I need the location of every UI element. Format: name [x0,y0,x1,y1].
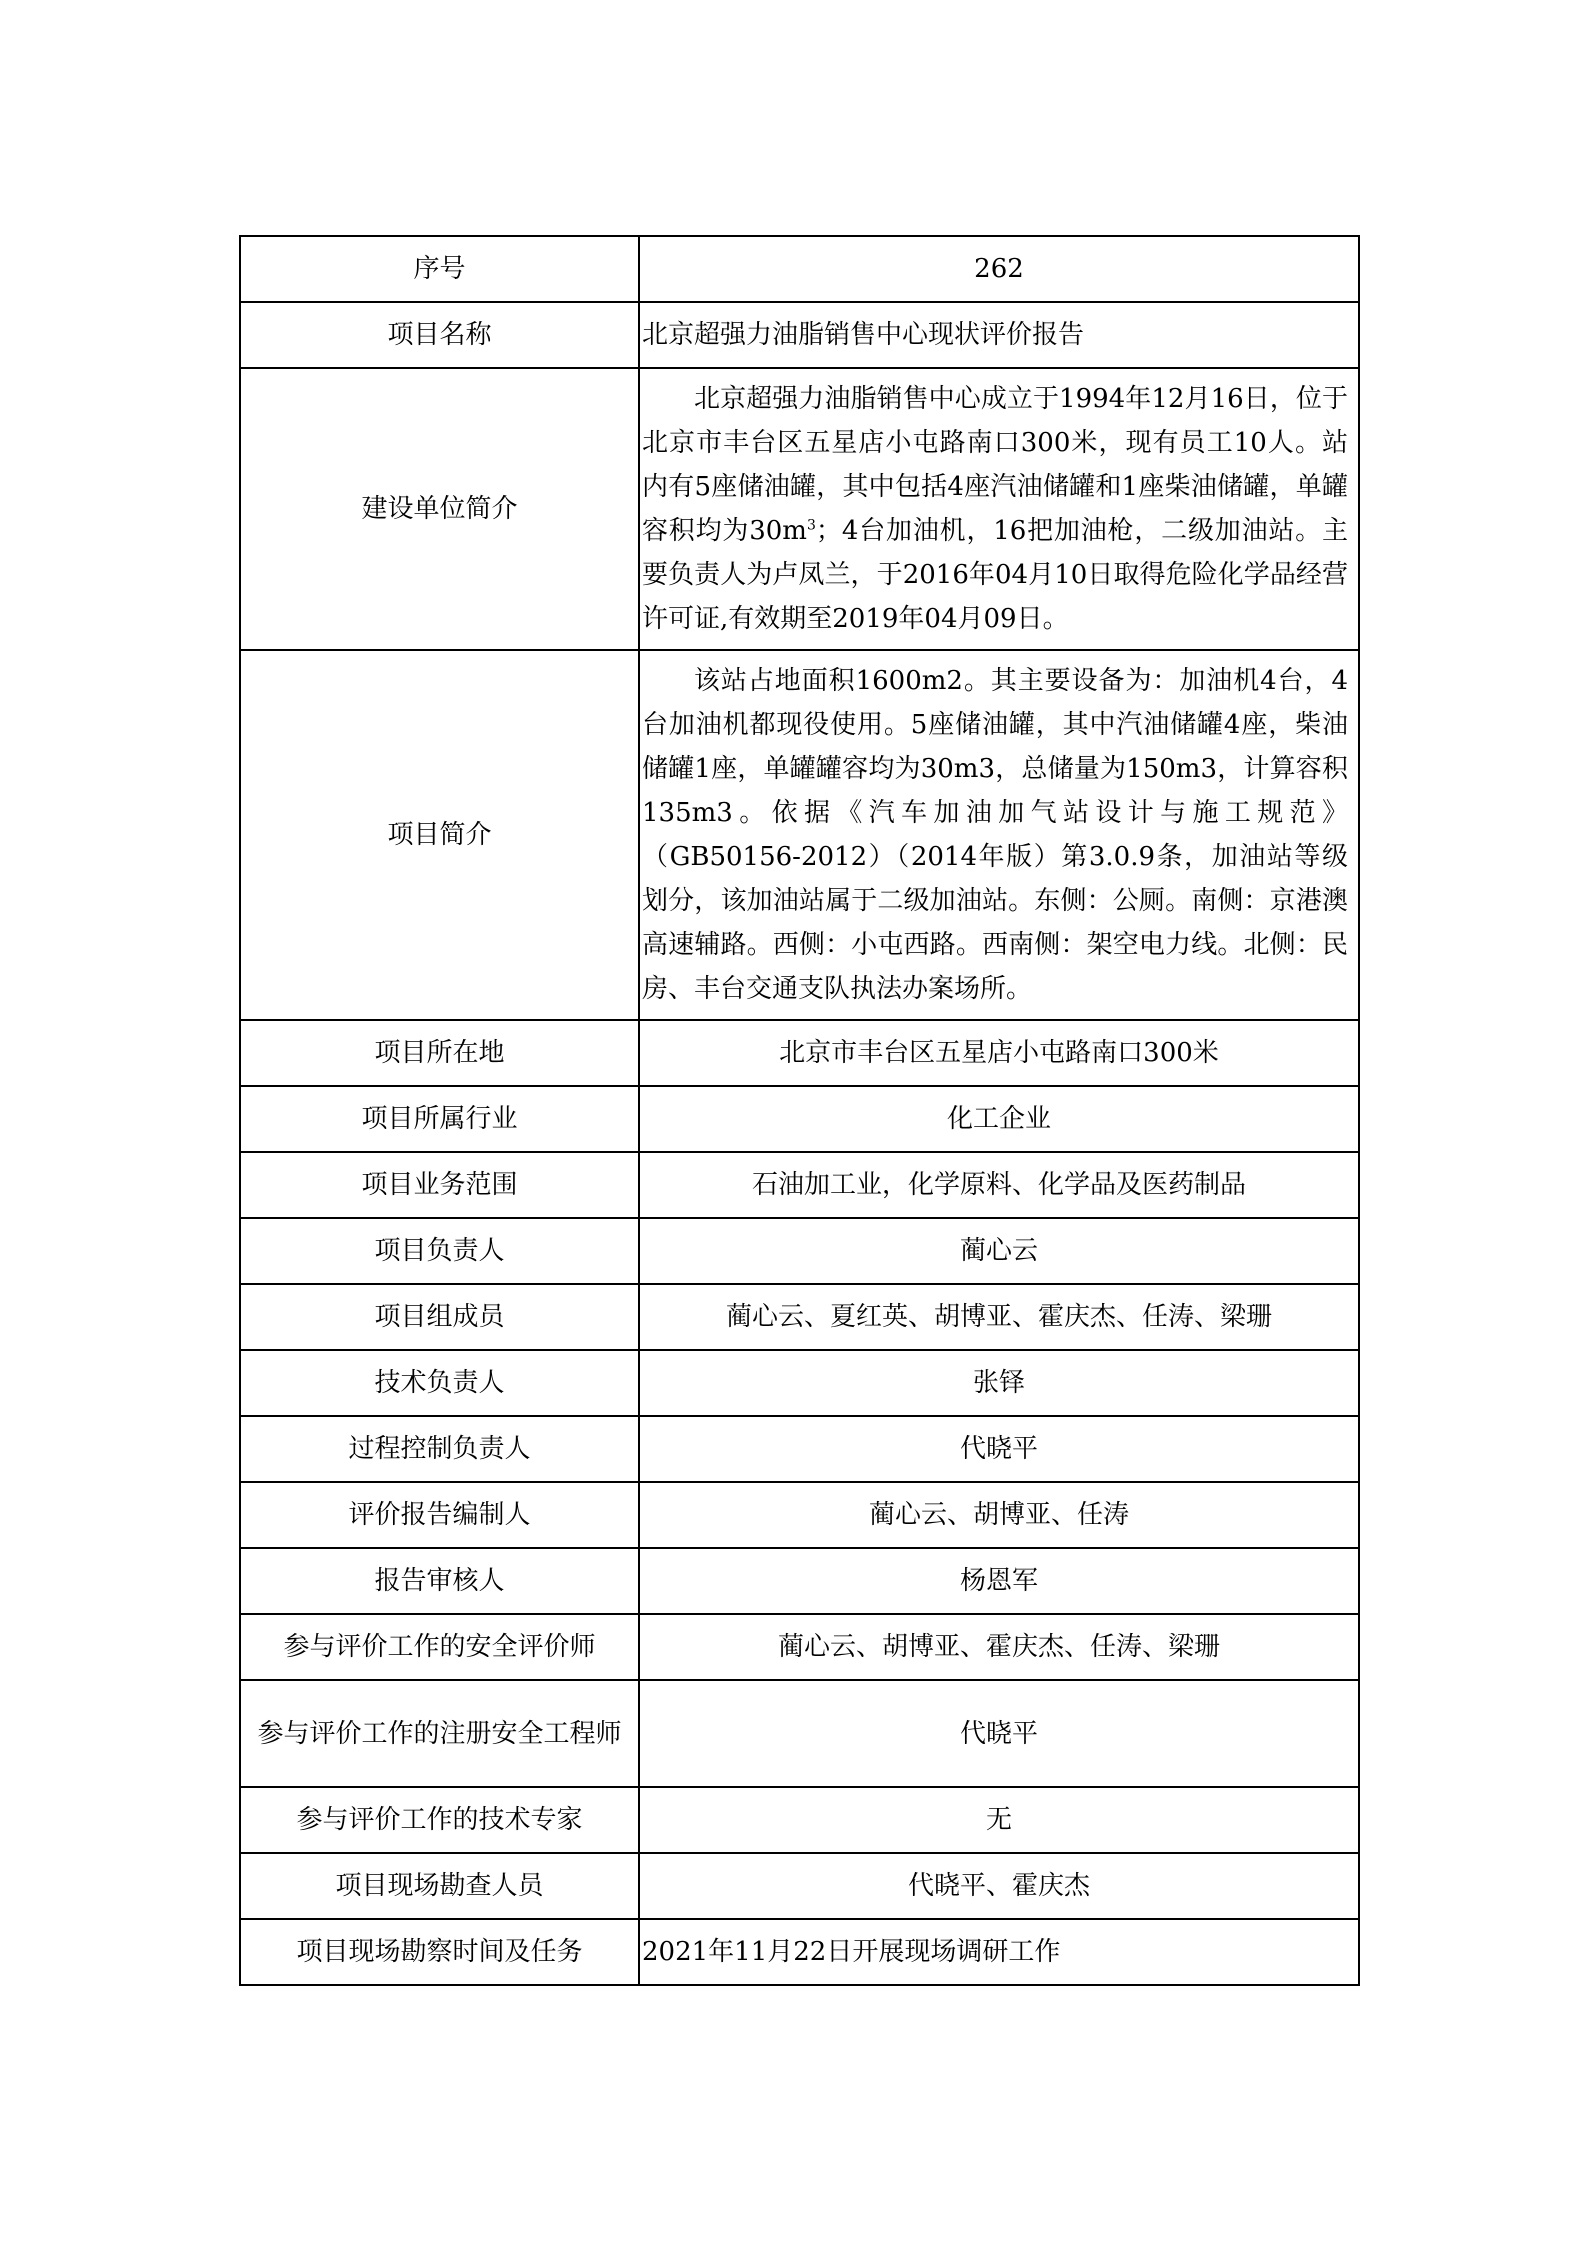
table-row [240,1680,1359,1787]
table-row [240,1614,1359,1680]
table-row [240,302,1359,368]
table-row [240,1020,1359,1086]
row-label: 项目组成员 [240,1284,639,1350]
row-label: 项目所属行业 [240,1086,639,1152]
table-row [240,1482,1359,1548]
table-row [240,236,1359,302]
table-row [240,1853,1359,1919]
company-intro-text [642,377,1348,641]
row-value: 蔺心云 [639,1218,1359,1284]
row-label: 报告审核人 [240,1548,639,1614]
row-label: 参与评价工作的安全评价师 [240,1614,639,1680]
table-row [240,1152,1359,1218]
row-value: 代晓平 [639,1416,1359,1482]
table-row [240,1548,1359,1614]
row-label: 评价报告编制人 [240,1482,639,1548]
cubic-superscript: 3 [806,517,816,534]
table-row [240,1350,1359,1416]
company-intro-part1: 北京超强力油脂销售中心成立于1994年12月16日，位于北京市丰台区五星店小屯路南口300米，现有员工10人。站内有5座储油罐，其中包括4座汽油储罐和1座柴油储罐，单罐容积均为30m [642,384,1348,546]
table-row [240,1086,1359,1152]
row-value: 张铎 [639,1350,1359,1416]
row-value: 化工企业 [639,1086,1359,1152]
row-label: 过程控制负责人 [240,1416,639,1482]
row-value: 杨恩军 [639,1548,1359,1614]
table-row [240,1284,1359,1350]
table-row [240,1919,1359,1985]
row-value: 蔺心云、胡博亚、霍庆杰、任涛、梁珊 [639,1614,1359,1680]
row-value: 石油加工业，化学原料、化学品及医药制品 [639,1152,1359,1218]
row-label: 建设单位简介 [240,368,639,650]
table-row [240,1218,1359,1284]
project-intro-text: 该站占地面积1600m2。其主要设备为：加油机4台，4台加油机都现役使用。5座储油罐，其中汽油储罐4座，柴油储罐1座，单罐罐容均为30m3，总储量为150m3，计算容积135m3。依据《汽车加油加气站设计与施工规范》（GB50156-2012）（2014年版）第3.0.9条，加油站等级划分，该加油站属于二级加油站。东侧：公厕。南侧：京港澳高速辅路。西侧：小屯西路。西南侧：架空电力线。北侧：民房、丰台交通支队执法办案场所。 [642,666,1348,1004]
row-value: 代晓平 [639,1680,1359,1787]
company-intro-cell [639,368,1359,650]
row-value: 代晓平、霍庆杰 [639,1853,1359,1919]
row-label: 项目所在地 [240,1020,639,1086]
row-value: 262 [639,236,1359,302]
table-row [240,368,1359,650]
table-row [240,1787,1359,1853]
row-value: 北京市丰台区五星店小屯路南口300米 [639,1020,1359,1086]
row-label: 参与评价工作的注册安全工程师 [240,1680,639,1787]
row-label: 参与评价工作的技术专家 [240,1787,639,1853]
row-label: 项目名称 [240,302,639,368]
row-label: 项目现场勘察时间及任务 [240,1919,639,1985]
table-row [240,1416,1359,1482]
row-value: 北京超强力油脂销售中心现状评价报告 [639,302,1359,368]
row-label: 项目业务范围 [240,1152,639,1218]
row-label: 项目简介 [240,650,639,1020]
project-intro-cell [639,650,1359,1020]
row-value: 无 [639,1787,1359,1853]
row-label: 项目负责人 [240,1218,639,1284]
row-value: 2021年11月22日开展现场调研工作 [639,1919,1359,1985]
table-row [240,650,1359,1020]
company-intro-part2: ；4台加油机，16把加油枪，二级加油站。主要负责人为卢凤兰，于2016年04月10日取得危险化学品经营许可证,有效期至2019年04月09日。 [642,516,1348,634]
row-label: 项目现场勘查人员 [240,1853,639,1919]
row-label: 技术负责人 [240,1350,639,1416]
row-value: 蔺心云、胡博亚、任涛 [639,1482,1359,1548]
project-info-table [239,235,1360,1986]
row-value: 蔺心云、夏红英、胡博亚、霍庆杰、任涛、梁珊 [639,1284,1359,1350]
row-label: 序号 [240,236,639,302]
